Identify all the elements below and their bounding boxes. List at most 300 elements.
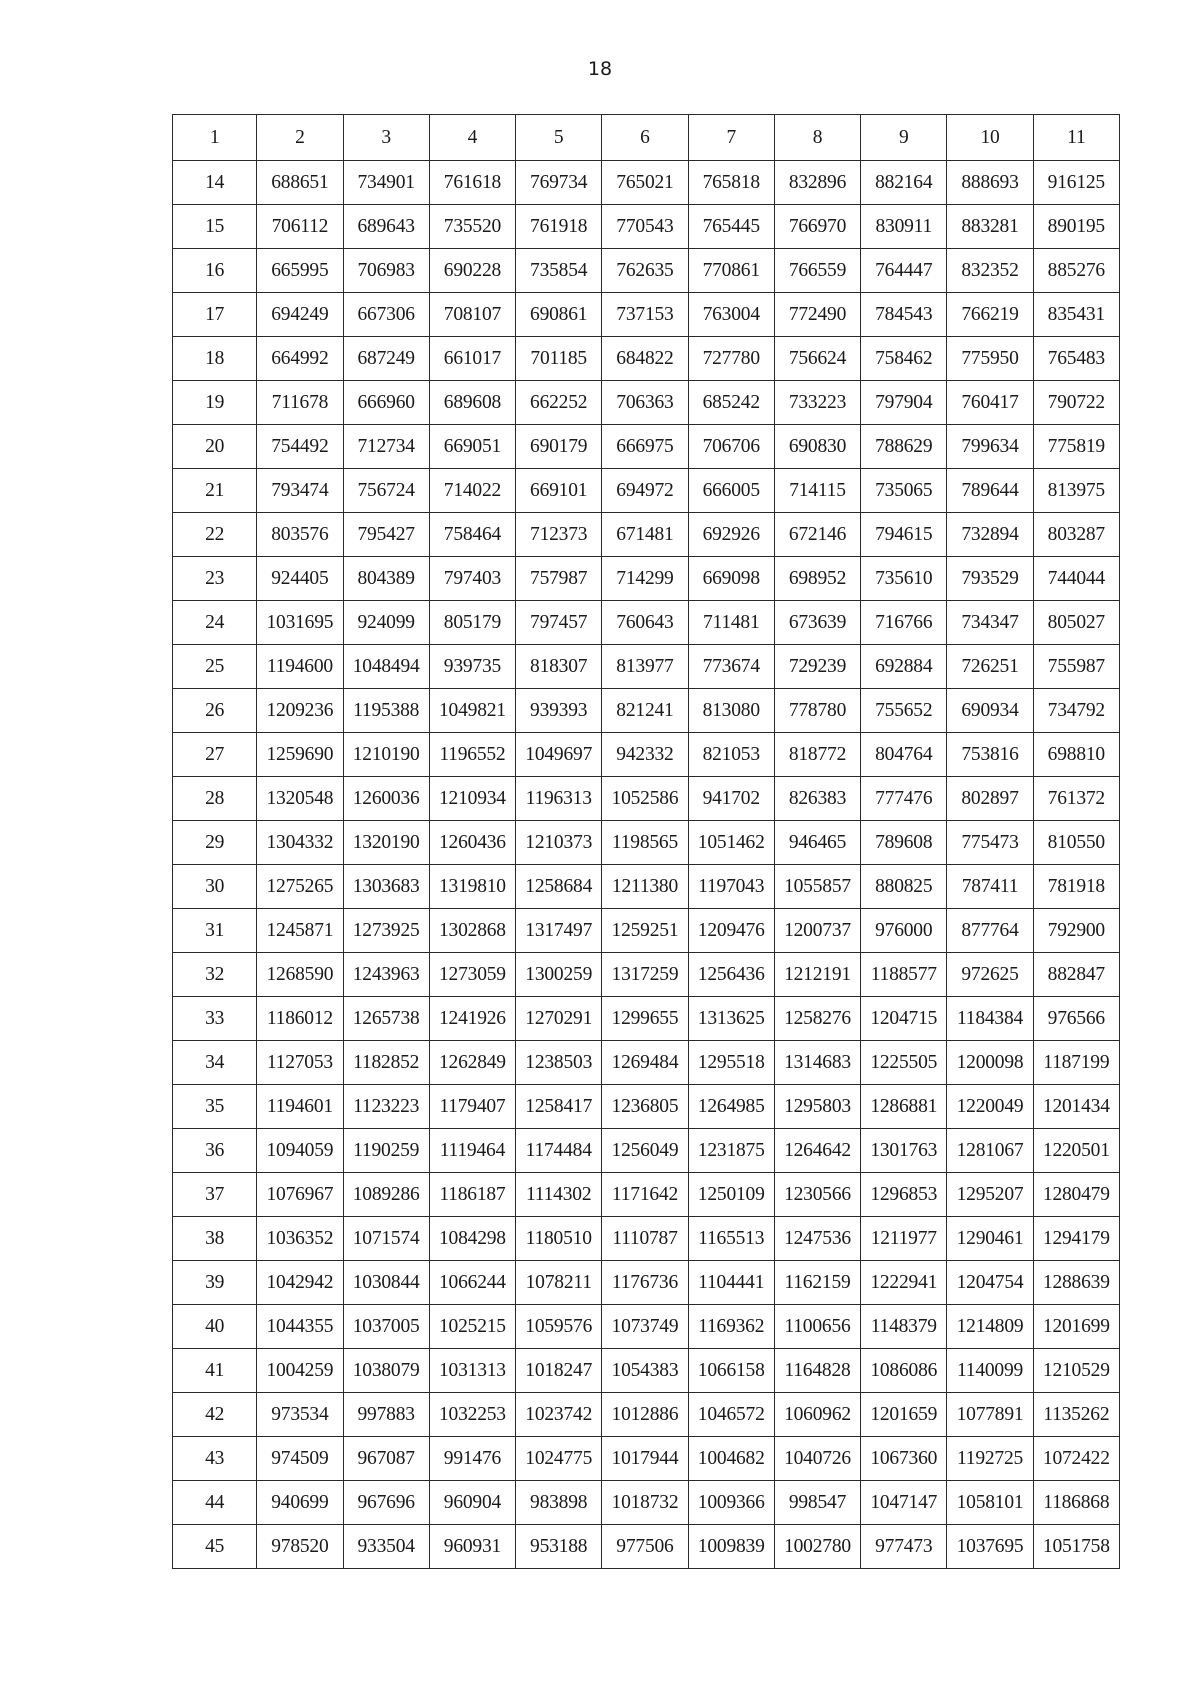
table-cell: 967087 <box>343 1437 429 1481</box>
table-cell: 977473 <box>861 1525 947 1569</box>
table-cell: 832896 <box>774 161 860 205</box>
table-cell: 706363 <box>602 381 688 425</box>
column-header: 11 <box>1033 115 1119 161</box>
table-row <box>173 161 1120 205</box>
table-cell: 1044355 <box>257 1305 343 1349</box>
table-cell: 761618 <box>429 161 515 205</box>
column-header: 1 <box>173 115 257 161</box>
row-label-cell: 19 <box>173 381 257 425</box>
table-cell: 1135262 <box>1033 1393 1119 1437</box>
table-cell: 667306 <box>343 293 429 337</box>
table-row <box>173 469 1120 513</box>
table-cell: 1078211 <box>516 1261 602 1305</box>
table-cell: 729239 <box>774 645 860 689</box>
row-label-cell: 30 <box>173 865 257 909</box>
table-cell: 1201434 <box>1033 1085 1119 1129</box>
table-cell: 813975 <box>1033 469 1119 513</box>
table-cell: 666005 <box>688 469 774 513</box>
table-cell: 1317259 <box>602 953 688 997</box>
table-cell: 778780 <box>774 689 860 733</box>
table-cell: 1303683 <box>343 865 429 909</box>
row-label-cell: 14 <box>173 161 257 205</box>
table-cell: 734347 <box>947 601 1033 645</box>
table-cell: 1187199 <box>1033 1041 1119 1085</box>
table-cell: 714115 <box>774 469 860 513</box>
row-label-cell: 37 <box>173 1173 257 1217</box>
table-cell: 755652 <box>861 689 947 733</box>
table-cell: 804764 <box>861 733 947 777</box>
table-cell: 1211380 <box>602 865 688 909</box>
table-cell: 712734 <box>343 425 429 469</box>
table-cell: 1296853 <box>861 1173 947 1217</box>
row-label-cell: 32 <box>173 953 257 997</box>
table-cell: 711678 <box>257 381 343 425</box>
table-cell: 924099 <box>343 601 429 645</box>
table-cell: 1295803 <box>774 1085 860 1129</box>
table-cell: 1275265 <box>257 865 343 909</box>
table-cell: 1304332 <box>257 821 343 865</box>
table-cell: 1038079 <box>343 1349 429 1393</box>
table-cell: 1209236 <box>257 689 343 733</box>
row-label-cell: 42 <box>173 1393 257 1437</box>
table-cell: 765021 <box>602 161 688 205</box>
table-cell: 1201699 <box>1033 1305 1119 1349</box>
table-cell: 1204754 <box>947 1261 1033 1305</box>
row-label-cell: 16 <box>173 249 257 293</box>
row-label-cell: 15 <box>173 205 257 249</box>
table-cell: 789608 <box>861 821 947 865</box>
row-label-cell: 23 <box>173 557 257 601</box>
table-cell: 1002780 <box>774 1525 860 1569</box>
table-cell: 760643 <box>602 601 688 645</box>
column-header: 2 <box>257 115 343 161</box>
row-label-cell: 29 <box>173 821 257 865</box>
table-cell: 1256436 <box>688 953 774 997</box>
table-cell: 1052586 <box>602 777 688 821</box>
table-cell: 821053 <box>688 733 774 777</box>
table-cell: 661017 <box>429 337 515 381</box>
table-cell: 795427 <box>343 513 429 557</box>
table-row <box>173 1129 1120 1173</box>
table-cell: 755987 <box>1033 645 1119 689</box>
table-cell: 1073749 <box>602 1305 688 1349</box>
table-cell: 760417 <box>947 381 1033 425</box>
table-cell: 706706 <box>688 425 774 469</box>
row-label-cell: 40 <box>173 1305 257 1349</box>
table-row <box>173 1217 1120 1261</box>
table-cell: 765818 <box>688 161 774 205</box>
table-cell: 939735 <box>429 645 515 689</box>
table-row <box>173 1525 1120 1569</box>
table-cell: 1032253 <box>429 1393 515 1437</box>
table-cell: 1030844 <box>343 1261 429 1305</box>
table-cell: 1031695 <box>257 601 343 645</box>
table-cell: 978520 <box>257 1525 343 1569</box>
row-label-cell: 34 <box>173 1041 257 1085</box>
table-cell: 756724 <box>343 469 429 513</box>
table-cell: 1071574 <box>343 1217 429 1261</box>
table-cell: 1186012 <box>257 997 343 1041</box>
table-cell: 1300259 <box>516 953 602 997</box>
table-cell: 1200098 <box>947 1041 1033 1085</box>
table-cell: 933504 <box>343 1525 429 1569</box>
table-cell: 756624 <box>774 337 860 381</box>
table-cell: 733223 <box>774 381 860 425</box>
table-cell: 983898 <box>516 1481 602 1525</box>
table-cell: 888693 <box>947 161 1033 205</box>
table-cell: 1220049 <box>947 1085 1033 1129</box>
table-cell: 689608 <box>429 381 515 425</box>
table-cell: 976000 <box>861 909 947 953</box>
table-cell: 690934 <box>947 689 1033 733</box>
table-cell: 694249 <box>257 293 343 337</box>
table-cell: 775950 <box>947 337 1033 381</box>
table-cell: 1100656 <box>774 1305 860 1349</box>
table-cell: 1302868 <box>429 909 515 953</box>
table-cell: 714299 <box>602 557 688 601</box>
table-cell: 1211977 <box>861 1217 947 1261</box>
table-cell: 706983 <box>343 249 429 293</box>
table-cell: 763004 <box>688 293 774 337</box>
table-cell: 1201659 <box>861 1393 947 1437</box>
table-cell: 744044 <box>1033 557 1119 601</box>
row-label-cell: 27 <box>173 733 257 777</box>
table-cell: 1164828 <box>774 1349 860 1393</box>
table-cell: 890195 <box>1033 205 1119 249</box>
table-cell: 1260036 <box>343 777 429 821</box>
table-cell: 787411 <box>947 865 1033 909</box>
table-cell: 1264642 <box>774 1129 860 1173</box>
table-cell: 941702 <box>688 777 774 821</box>
table-cell: 1169362 <box>688 1305 774 1349</box>
table-cell: 1004682 <box>688 1437 774 1481</box>
table-cell: 1313625 <box>688 997 774 1041</box>
table-cell: 1258276 <box>774 997 860 1041</box>
table-cell: 1176736 <box>602 1261 688 1305</box>
table-cell: 1180510 <box>516 1217 602 1261</box>
table-cell: 1025215 <box>429 1305 515 1349</box>
table-cell: 690830 <box>774 425 860 469</box>
table-row <box>173 777 1120 821</box>
table-cell: 1270291 <box>516 997 602 1041</box>
table-cell: 977506 <box>602 1525 688 1569</box>
table-row <box>173 909 1120 953</box>
table-cell: 765483 <box>1033 337 1119 381</box>
table-cell: 1051758 <box>1033 1525 1119 1569</box>
table-cell: 1148379 <box>861 1305 947 1349</box>
table-cell: 974509 <box>257 1437 343 1481</box>
table-cell: 788629 <box>861 425 947 469</box>
table-row <box>173 997 1120 1041</box>
table-cell: 1188577 <box>861 953 947 997</box>
table-cell: 1220501 <box>1033 1129 1119 1173</box>
row-label-cell: 26 <box>173 689 257 733</box>
table-row <box>173 1041 1120 1085</box>
table-cell: 1179407 <box>429 1085 515 1129</box>
table-cell: 1031313 <box>429 1349 515 1393</box>
table-cell: 1171642 <box>602 1173 688 1217</box>
column-header: 9 <box>861 115 947 161</box>
table-cell: 1009839 <box>688 1525 774 1569</box>
table-cell: 1174484 <box>516 1129 602 1173</box>
table-cell: 1265738 <box>343 997 429 1041</box>
table-cell: 1259690 <box>257 733 343 777</box>
table-cell: 766559 <box>774 249 860 293</box>
table-cell: 794615 <box>861 513 947 557</box>
table-cell: 826383 <box>774 777 860 821</box>
table-cell: 692884 <box>861 645 947 689</box>
column-header: 7 <box>688 115 774 161</box>
column-header: 4 <box>429 115 515 161</box>
table-cell: 1004259 <box>257 1349 343 1393</box>
table-cell: 830911 <box>861 205 947 249</box>
table-body <box>173 115 1120 1569</box>
table-cell: 940699 <box>257 1481 343 1525</box>
table-row <box>173 293 1120 337</box>
table-row <box>173 601 1120 645</box>
table-cell: 1077891 <box>947 1393 1033 1437</box>
table-cell: 1212191 <box>774 953 860 997</box>
table-cell: 1184384 <box>947 997 1033 1041</box>
table-cell: 673639 <box>774 601 860 645</box>
table-cell: 1190259 <box>343 1129 429 1173</box>
table-cell: 789644 <box>947 469 1033 513</box>
table-cell: 810550 <box>1033 821 1119 865</box>
table-cell: 1194601 <box>257 1085 343 1129</box>
table-cell: 672146 <box>774 513 860 557</box>
row-label-cell: 20 <box>173 425 257 469</box>
table-cell: 1314683 <box>774 1041 860 1085</box>
table-cell: 953188 <box>516 1525 602 1569</box>
table-cell: 689643 <box>343 205 429 249</box>
table-cell: 1196552 <box>429 733 515 777</box>
data-table <box>172 114 1120 1569</box>
table-cell: 770861 <box>688 249 774 293</box>
table-cell: 712373 <box>516 513 602 557</box>
table-cell: 761372 <box>1033 777 1119 821</box>
table-row <box>173 953 1120 997</box>
table-cell: 687249 <box>343 337 429 381</box>
table-cell: 805179 <box>429 601 515 645</box>
table-cell: 1320190 <box>343 821 429 865</box>
table-row <box>173 381 1120 425</box>
table-cell: 1317497 <box>516 909 602 953</box>
table-cell: 688651 <box>257 161 343 205</box>
table-cell: 805027 <box>1033 601 1119 645</box>
table-cell: 1037695 <box>947 1525 1033 1569</box>
table-cell: 1009366 <box>688 1481 774 1525</box>
table-header-row <box>173 115 1120 161</box>
table-cell: 1055857 <box>774 865 860 909</box>
table-cell: 1260436 <box>429 821 515 865</box>
table-cell: 1214809 <box>947 1305 1033 1349</box>
table-cell: 757987 <box>516 557 602 601</box>
table-cell: 698810 <box>1033 733 1119 777</box>
table-cell: 1054383 <box>602 1349 688 1393</box>
table-cell: 1264985 <box>688 1085 774 1129</box>
row-label-cell: 25 <box>173 645 257 689</box>
table-row <box>173 645 1120 689</box>
table-cell: 967696 <box>343 1481 429 1525</box>
table-cell: 1245871 <box>257 909 343 953</box>
table-cell: 1049697 <box>516 733 602 777</box>
table-row <box>173 513 1120 557</box>
table-cell: 711481 <box>688 601 774 645</box>
table-cell: 1084298 <box>429 1217 515 1261</box>
table-cell: 671481 <box>602 513 688 557</box>
table-cell: 701185 <box>516 337 602 381</box>
table-cell: 666960 <box>343 381 429 425</box>
table-cell: 799634 <box>947 425 1033 469</box>
table-cell: 942332 <box>602 733 688 777</box>
table-cell: 1243963 <box>343 953 429 997</box>
table-cell: 1046572 <box>688 1393 774 1437</box>
table-cell: 1250109 <box>688 1173 774 1217</box>
table-cell: 1104441 <box>688 1261 774 1305</box>
table-row <box>173 1349 1120 1393</box>
table-cell: 1094059 <box>257 1129 343 1173</box>
table-cell: 1018732 <box>602 1481 688 1525</box>
table-row <box>173 1261 1120 1305</box>
table-cell: 976566 <box>1033 997 1119 1041</box>
row-label-cell: 28 <box>173 777 257 821</box>
table-cell: 1301763 <box>861 1129 947 1173</box>
table-cell: 882164 <box>861 161 947 205</box>
table-cell: 804389 <box>343 557 429 601</box>
table-cell: 708107 <box>429 293 515 337</box>
table-cell: 1194600 <box>257 645 343 689</box>
table-row <box>173 1085 1120 1129</box>
table-cell: 1182852 <box>343 1041 429 1085</box>
table-cell: 835431 <box>1033 293 1119 337</box>
table-row <box>173 1437 1120 1481</box>
row-label-cell: 17 <box>173 293 257 337</box>
table-cell: 1196313 <box>516 777 602 821</box>
table-cell: 883281 <box>947 205 1033 249</box>
table-cell: 664992 <box>257 337 343 381</box>
table-cell: 1012886 <box>602 1393 688 1437</box>
table-cell: 1049821 <box>429 689 515 733</box>
table-cell: 775473 <box>947 821 1033 865</box>
table-cell: 1286881 <box>861 1085 947 1129</box>
table-cell: 1319810 <box>429 865 515 909</box>
table-cell: 885276 <box>1033 249 1119 293</box>
table-cell: 882847 <box>1033 953 1119 997</box>
table-cell: 735854 <box>516 249 602 293</box>
table-cell: 1268590 <box>257 953 343 997</box>
table-cell: 1238503 <box>516 1041 602 1085</box>
column-header: 5 <box>516 115 602 161</box>
table-cell: 1023742 <box>516 1393 602 1437</box>
table-cell: 1051462 <box>688 821 774 865</box>
table-cell: 764447 <box>861 249 947 293</box>
table-cell: 991476 <box>429 1437 515 1481</box>
table-cell: 1258684 <box>516 865 602 909</box>
table-cell: 1114302 <box>516 1173 602 1217</box>
page-number: 18 <box>587 58 613 80</box>
table-cell: 973534 <box>257 1393 343 1437</box>
column-header: 8 <box>774 115 860 161</box>
table-cell: 790722 <box>1033 381 1119 425</box>
table-cell: 1258417 <box>516 1085 602 1129</box>
table-cell: 818307 <box>516 645 602 689</box>
table-cell: 727780 <box>688 337 774 381</box>
table-cell: 1200737 <box>774 909 860 953</box>
table-cell: 784543 <box>861 293 947 337</box>
table-row <box>173 249 1120 293</box>
table-cell: 1036352 <box>257 1217 343 1261</box>
table-cell: 1290461 <box>947 1217 1033 1261</box>
table-cell: 972625 <box>947 953 1033 997</box>
table-cell: 1067360 <box>861 1437 947 1481</box>
table-cell: 665995 <box>257 249 343 293</box>
table-cell: 1162159 <box>774 1261 860 1305</box>
table-cell: 797904 <box>861 381 947 425</box>
table-cell: 773674 <box>688 645 774 689</box>
table-cell: 1273059 <box>429 953 515 997</box>
table-row <box>173 337 1120 381</box>
table-cell: 694972 <box>602 469 688 513</box>
table-cell: 766219 <box>947 293 1033 337</box>
table-cell: 1280479 <box>1033 1173 1119 1217</box>
table-row <box>173 865 1120 909</box>
table-cell: 766970 <box>774 205 860 249</box>
table-cell: 1241926 <box>429 997 515 1041</box>
table-cell: 1119464 <box>429 1129 515 1173</box>
table-cell: 758464 <box>429 513 515 557</box>
row-label-cell: 38 <box>173 1217 257 1261</box>
table-cell: 734792 <box>1033 689 1119 733</box>
table-cell: 818772 <box>774 733 860 777</box>
table-cell: 1192725 <box>947 1437 1033 1481</box>
table-cell: 669098 <box>688 557 774 601</box>
table-cell: 1256049 <box>602 1129 688 1173</box>
row-label-cell: 21 <box>173 469 257 513</box>
table-cell: 753816 <box>947 733 1033 777</box>
table-cell: 1295207 <box>947 1173 1033 1217</box>
table-cell: 1210529 <box>1033 1349 1119 1393</box>
table-cell: 1262849 <box>429 1041 515 1085</box>
table-cell: 726251 <box>947 645 1033 689</box>
table-cell: 1204715 <box>861 997 947 1041</box>
table-cell: 732894 <box>947 513 1033 557</box>
table-cell: 1210373 <box>516 821 602 865</box>
row-label-cell: 22 <box>173 513 257 557</box>
table-cell: 1269484 <box>602 1041 688 1085</box>
table-cell: 1042942 <box>257 1261 343 1305</box>
table-cell: 1281067 <box>947 1129 1033 1173</box>
table-row <box>173 557 1120 601</box>
table-cell: 1236805 <box>602 1085 688 1129</box>
row-label-cell: 24 <box>173 601 257 645</box>
row-label-cell: 44 <box>173 1481 257 1525</box>
table-cell: 772490 <box>774 293 860 337</box>
table-cell: 770543 <box>602 205 688 249</box>
table-cell: 1295518 <box>688 1041 774 1085</box>
table-row <box>173 733 1120 777</box>
row-label-cell: 43 <box>173 1437 257 1481</box>
table-cell: 802897 <box>947 777 1033 821</box>
table-cell: 692926 <box>688 513 774 557</box>
row-label-cell: 18 <box>173 337 257 381</box>
table-row <box>173 205 1120 249</box>
table-cell: 1076967 <box>257 1173 343 1217</box>
table-cell: 813080 <box>688 689 774 733</box>
table-cell: 1198565 <box>602 821 688 865</box>
table-cell: 737153 <box>602 293 688 337</box>
table-cell: 1037005 <box>343 1305 429 1349</box>
table-cell: 1040726 <box>774 1437 860 1481</box>
